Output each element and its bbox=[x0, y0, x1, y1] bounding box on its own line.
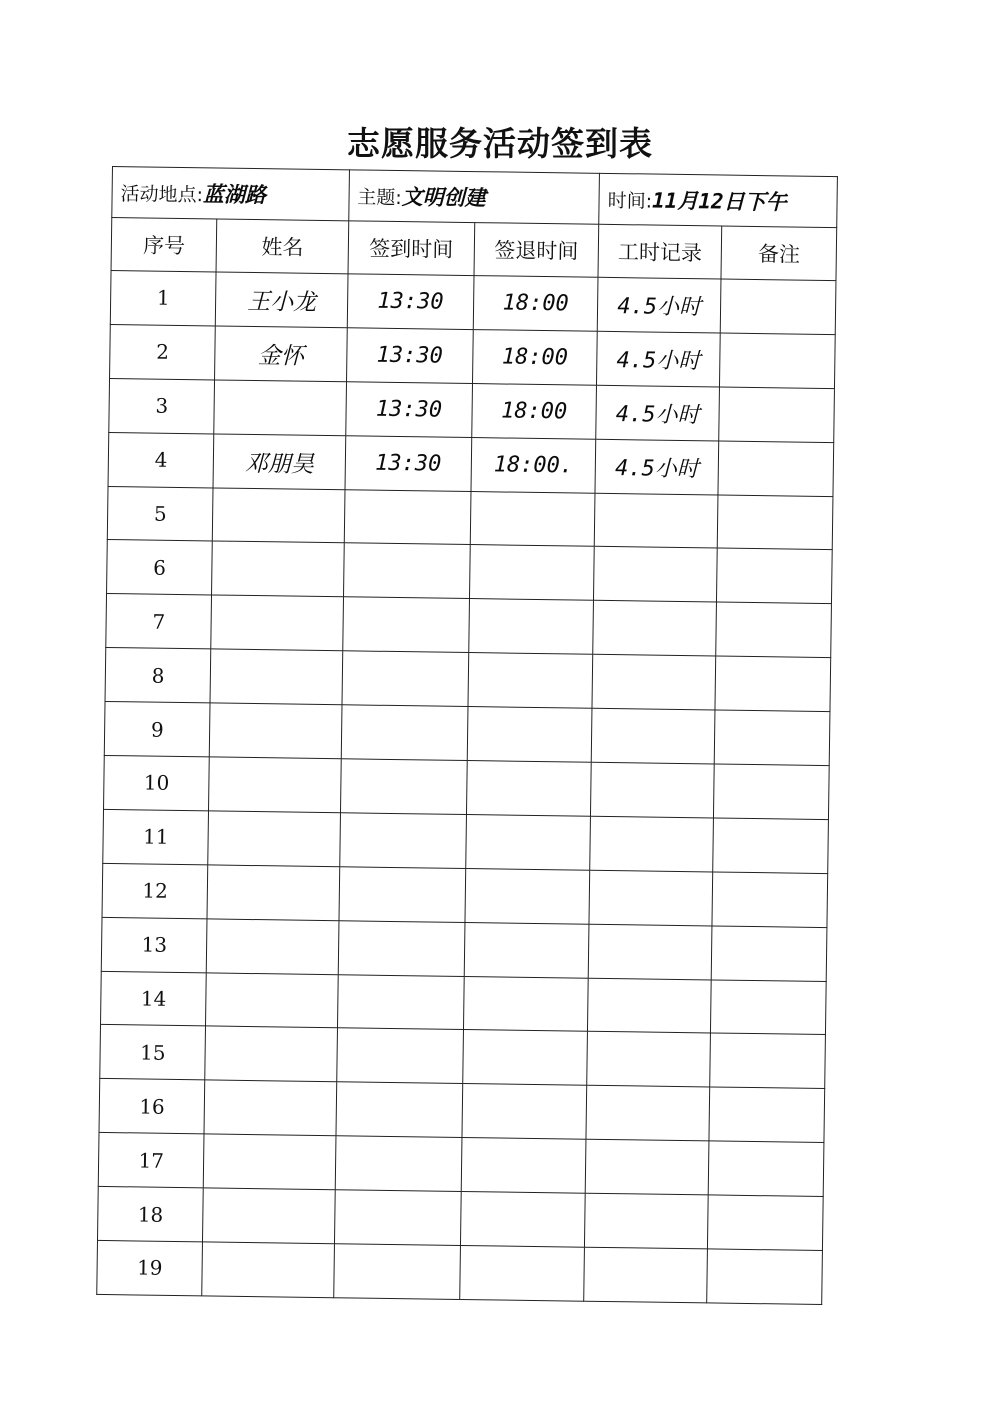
sign-out-time: 18:00 bbox=[472, 329, 597, 385]
note-cell bbox=[720, 279, 836, 334]
row-number: 19 bbox=[97, 1240, 203, 1295]
name-cell bbox=[214, 380, 346, 436]
column-header-note: 备注 bbox=[721, 226, 837, 281]
sign-in-time bbox=[342, 651, 469, 707]
table-row bbox=[97, 1240, 823, 1304]
column-header-no: 序号 bbox=[111, 218, 217, 272]
topic-label: 主题: bbox=[357, 186, 402, 210]
hours-record bbox=[585, 1139, 709, 1195]
name-cell bbox=[204, 1134, 336, 1190]
row-number: 8 bbox=[105, 648, 211, 703]
sign-in-time bbox=[343, 597, 470, 653]
sign-in-time: 13:30 bbox=[346, 382, 473, 438]
sign-in-time: 13:30 bbox=[347, 274, 474, 330]
row-number: 14 bbox=[101, 971, 207, 1026]
location-cell bbox=[112, 167, 349, 221]
table-row bbox=[97, 1187, 823, 1251]
name-cell bbox=[207, 865, 339, 921]
table-row bbox=[107, 486, 833, 550]
name-cell bbox=[205, 1026, 337, 1082]
name-cell bbox=[210, 649, 342, 705]
sign-out-time bbox=[467, 707, 592, 763]
name-cell bbox=[208, 811, 340, 867]
sign-out-time bbox=[461, 1138, 586, 1194]
sign-out-time: 18:00. bbox=[471, 437, 596, 493]
row-number: 6 bbox=[107, 540, 213, 595]
sign-in-time bbox=[344, 489, 471, 545]
note-cell bbox=[709, 1087, 825, 1142]
topic-cell bbox=[349, 170, 600, 224]
row-number: 12 bbox=[102, 863, 208, 918]
note-cell bbox=[710, 1033, 826, 1088]
table-row bbox=[104, 755, 830, 819]
table-row bbox=[103, 809, 829, 873]
note-cell bbox=[711, 926, 827, 981]
name-cell bbox=[202, 1242, 334, 1298]
time-cell bbox=[599, 173, 838, 227]
hours-record: 4.5小时 bbox=[597, 331, 721, 387]
topic-value: 文明创建 bbox=[401, 185, 486, 211]
table-row bbox=[98, 1133, 824, 1197]
table-row bbox=[99, 1079, 825, 1143]
column-header-sign-out: 签退时间 bbox=[474, 223, 599, 278]
hours-record bbox=[593, 601, 717, 657]
hours-record bbox=[591, 762, 715, 818]
hours-record bbox=[585, 1193, 709, 1249]
sign-out-time bbox=[463, 976, 588, 1032]
sign-out-time bbox=[463, 1030, 588, 1086]
sign-in-time bbox=[336, 1028, 463, 1084]
row-number: 3 bbox=[109, 378, 215, 433]
row-number: 18 bbox=[97, 1187, 203, 1242]
table-row bbox=[109, 378, 835, 442]
hours-record bbox=[587, 1032, 711, 1088]
sign-out-time bbox=[469, 599, 594, 655]
time-value: 11月12日下午 bbox=[651, 188, 787, 215]
hours-record bbox=[588, 924, 712, 980]
row-number: 10 bbox=[104, 755, 210, 810]
row-number: 15 bbox=[100, 1025, 206, 1080]
name-cell: 邓朋昊 bbox=[213, 434, 345, 490]
sign-out-time bbox=[460, 1192, 585, 1248]
hours-record: 4.5小时 bbox=[596, 385, 720, 441]
table-row bbox=[108, 432, 834, 496]
hours-record bbox=[591, 708, 715, 764]
name-cell bbox=[213, 488, 345, 544]
row-number: 13 bbox=[101, 917, 207, 972]
table-row bbox=[106, 594, 832, 658]
note-cell bbox=[716, 602, 832, 657]
name-cell bbox=[212, 541, 344, 597]
note-cell bbox=[708, 1195, 824, 1250]
row-number: 11 bbox=[103, 809, 209, 864]
sign-out-time bbox=[468, 653, 593, 709]
table-row bbox=[107, 540, 833, 604]
page-title: 志愿服务活动签到表 bbox=[347, 124, 653, 163]
row-number: 7 bbox=[106, 594, 212, 649]
table-row bbox=[101, 971, 827, 1035]
sign-in-time bbox=[339, 867, 466, 923]
row-number: 16 bbox=[99, 1079, 205, 1134]
location-label: 活动地点: bbox=[120, 183, 204, 207]
note-cell bbox=[717, 495, 833, 550]
sign-in-time bbox=[335, 1136, 462, 1192]
note-cell bbox=[719, 387, 835, 442]
name-cell bbox=[203, 1188, 335, 1244]
sign-out-time bbox=[464, 922, 589, 978]
name-cell: 金怀 bbox=[215, 326, 347, 382]
sign-in-time bbox=[343, 543, 470, 599]
table-row bbox=[102, 863, 828, 927]
sign-in-time bbox=[340, 759, 467, 815]
note-cell bbox=[713, 818, 829, 873]
name-cell: 王小龙 bbox=[216, 272, 348, 328]
sign-in-time bbox=[340, 813, 467, 869]
row-number: 1 bbox=[110, 270, 216, 325]
note-cell bbox=[712, 872, 828, 927]
column-header-name: 姓名 bbox=[216, 219, 348, 274]
hours-record: 4.5小时 bbox=[595, 439, 719, 495]
hours-record bbox=[590, 816, 714, 872]
row-number: 9 bbox=[104, 702, 210, 757]
name-cell bbox=[211, 595, 343, 651]
note-cell bbox=[720, 333, 836, 388]
note-cell bbox=[718, 441, 834, 496]
sign-out-time bbox=[460, 1246, 585, 1302]
sign-in-time bbox=[334, 1190, 461, 1246]
note-cell bbox=[714, 710, 830, 765]
name-cell bbox=[204, 1080, 336, 1136]
hours-record bbox=[588, 978, 712, 1034]
hours-record bbox=[584, 1247, 708, 1303]
hours-record bbox=[586, 1086, 710, 1142]
sign-in-table bbox=[96, 166, 838, 1305]
note-cell bbox=[707, 1249, 823, 1304]
hours-record bbox=[589, 870, 713, 926]
table-row bbox=[100, 1025, 826, 1089]
hours-record: 4.5小时 bbox=[597, 277, 721, 333]
row-number: 4 bbox=[108, 432, 214, 487]
note-cell bbox=[717, 548, 833, 603]
hours-record bbox=[594, 493, 718, 549]
hours-record bbox=[594, 547, 718, 603]
sign-out-time bbox=[465, 868, 590, 924]
name-cell bbox=[206, 972, 338, 1028]
sign-in-time bbox=[338, 920, 465, 976]
row-number: 5 bbox=[107, 486, 213, 541]
hours-record bbox=[592, 654, 716, 710]
sign-out-time bbox=[469, 545, 594, 601]
note-cell bbox=[714, 764, 830, 819]
sign-out-time bbox=[462, 1084, 587, 1140]
sign-out-time bbox=[470, 491, 595, 547]
table-row bbox=[110, 324, 836, 388]
row-number: 17 bbox=[98, 1133, 204, 1188]
sign-out-time bbox=[466, 761, 591, 817]
row-number: 2 bbox=[110, 324, 216, 379]
sign-in-time bbox=[337, 974, 464, 1030]
sign-out-time: 18:00 bbox=[472, 383, 597, 439]
table-row bbox=[101, 917, 827, 981]
sign-out-time bbox=[466, 814, 591, 870]
name-cell bbox=[207, 919, 339, 975]
table-row bbox=[105, 648, 831, 712]
table-row bbox=[104, 702, 830, 766]
column-header-sign-in: 签到时间 bbox=[348, 221, 475, 276]
name-cell bbox=[209, 757, 341, 813]
location-value: 蓝湖路 bbox=[202, 182, 267, 208]
name-cell bbox=[210, 703, 342, 759]
sign-in-time bbox=[333, 1244, 460, 1300]
sign-in-time bbox=[336, 1082, 463, 1138]
column-header-hours: 工时记录 bbox=[598, 224, 722, 279]
sign-in-sheet bbox=[97, 166, 838, 1286]
note-cell bbox=[711, 980, 827, 1035]
sign-in-time: 13:30 bbox=[346, 328, 473, 384]
time-label: 时间: bbox=[607, 189, 653, 213]
sign-in-time: 13:30 bbox=[345, 435, 472, 491]
note-cell bbox=[708, 1141, 824, 1196]
note-cell bbox=[715, 656, 831, 711]
sign-in-time bbox=[341, 705, 468, 761]
table-row bbox=[110, 270, 836, 334]
sign-out-time: 18:00 bbox=[473, 276, 598, 332]
